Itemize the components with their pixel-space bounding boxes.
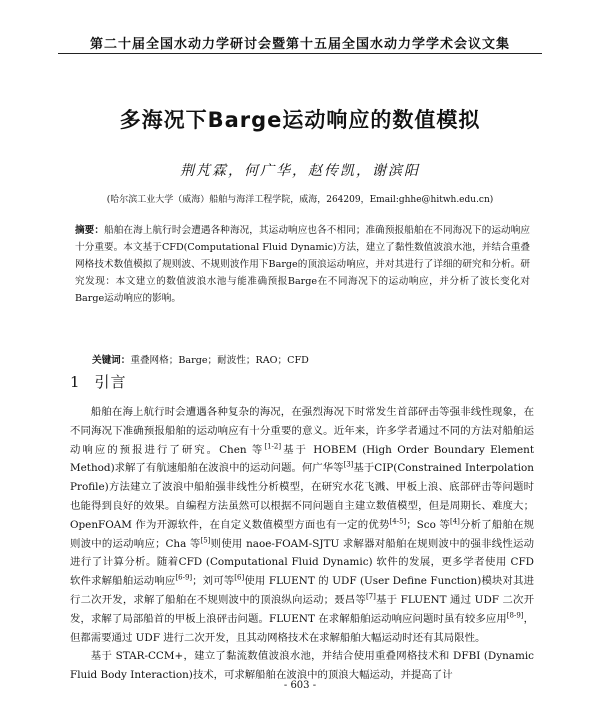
header-rule — [58, 53, 542, 54]
section-heading — [70, 371, 127, 392]
keywords-text: 重叠网格；Barge；耐波性；RAO；CFD — [130, 355, 309, 366]
running-header: 第二十届全国水动力学研讨会暨第十五届全国水动力学学术会议文集 — [89, 37, 510, 52]
abstract-text: 船舶在海上航行时会遭遇各种海况，其运动响应也各不相同；准确预报船舶在不同海况下的运动响应十分重要。本文基于CFD(Computational Fluid Dynamic)方法，建立了黏性数值波浪水池，并结合重叠网格技术数值模拟了规则波、不规则波作用下Barge的顶浪运动响应，并对其进行了详细的研究和分析。研究发现：本文建立的数值波浪水池与能准确预报Barge在不同海况下的运动响应，并分析了波长变化对Barge运动响应的影响。 — [75, 225, 531, 304]
abstract — [75, 222, 530, 307]
text-run: 船舶在海上航行时会遭遇各种复杂的海况，在强烈海况下时常发生首部砰击等强非线性现象，在不同海况下准确预报船舶的运动响应有十分重要的意义。近年来，许多学者通过不同的方法对船舶运动响应的预报进行了研究。Chen 等 — [70, 406, 534, 456]
citation: [4-5] — [389, 517, 407, 526]
keywords — [92, 352, 532, 369]
citation: [6] — [234, 573, 245, 582]
affiliation: (哈尔滨工业大学（威海）船舶与海洋工程学院，威海，264209，Email:ghhe@hitwh.edu.cn) — [106, 195, 494, 205]
text-run: 使用 FLUENT 的 UDF (User Define Function)模块对其进行二次开发，求解了船舶在不规则波中的顶浪纵向运动；聂昌等 — [70, 575, 534, 606]
author-list: 荆芃霖，何广华，赵传凯，谢滨阳 — [180, 163, 420, 179]
citation: [1-2] — [264, 442, 282, 451]
text-run: ；刘可等 — [192, 575, 235, 588]
page-number: - 603 - — [283, 680, 317, 691]
text-run: ，但都需要通过 UDF 进行二次开发，且其动网格技术在求解船舶大幅运动时还有其局限性。 — [70, 612, 534, 644]
abstract-label: 摘要： — [75, 225, 105, 236]
text-run: 则使用 naoe-FOAM-SJTU 求解器对船舶在规则波中的强非线性运动进行了计算分析。随着CFD (Computational Fluid Dynamic) 软件的发展，更多学者使用 CFD 软件求解船舶运动响应 — [70, 537, 535, 588]
paragraph — [70, 403, 534, 647]
citation: [6-9] — [175, 573, 193, 582]
citation: [5] — [200, 536, 211, 545]
keywords-label: 关键词： — [92, 355, 131, 366]
citation: [7] — [365, 592, 376, 601]
paragraph: 基于 STAR-CCM+，建立了黏流数值波浪水池，并结合使用重叠网格技术和 DFBI (Dynamic Fluid Body Interaction)技术，可求解船舶在波浪中的顶浪大幅运动，并提高了计 — [70, 650, 534, 682]
body-text — [70, 403, 534, 685]
section-title: 引言 — [94, 373, 127, 391]
citation: [8-9] — [506, 611, 524, 620]
text-run: 基于CIP(Constrained Interpolation Profile)方法建立了波浪中船舶强非线性分析模型，在研究水花飞溅、甲板上浪、底部砰击等问题时也能得到良好的效果。自编程方法虽然可以根据不同问题自主建立数值模型，但是周期长、难度大；OpenFOAM 作为开源软件，在自定义数值模型方面也有一定的优势 — [70, 462, 534, 531]
paper-title: 多海况下Barge运动响应的数值模拟 — [119, 108, 481, 132]
citation: [3] — [343, 460, 354, 469]
section-number: 1 — [70, 373, 81, 391]
text-run: 基于 HOBEM (High Order Boundary Element Method)求解了有航速船舶在波浪中的运动问题。何广华等 — [70, 443, 535, 475]
citation: [4] — [449, 517, 460, 526]
text-run: ；Sco 等 — [406, 518, 450, 531]
text-run: 基于 FLUENT 通过 UDF 二次开发，求解了局部船首的甲板上浪砰击问题。FLUENT 在求解船舶运动响应问题时虽有较多应用 — [70, 593, 534, 625]
text-run: 分析了船舶在规则波中的运动响应；Cha 等 — [70, 518, 535, 550]
